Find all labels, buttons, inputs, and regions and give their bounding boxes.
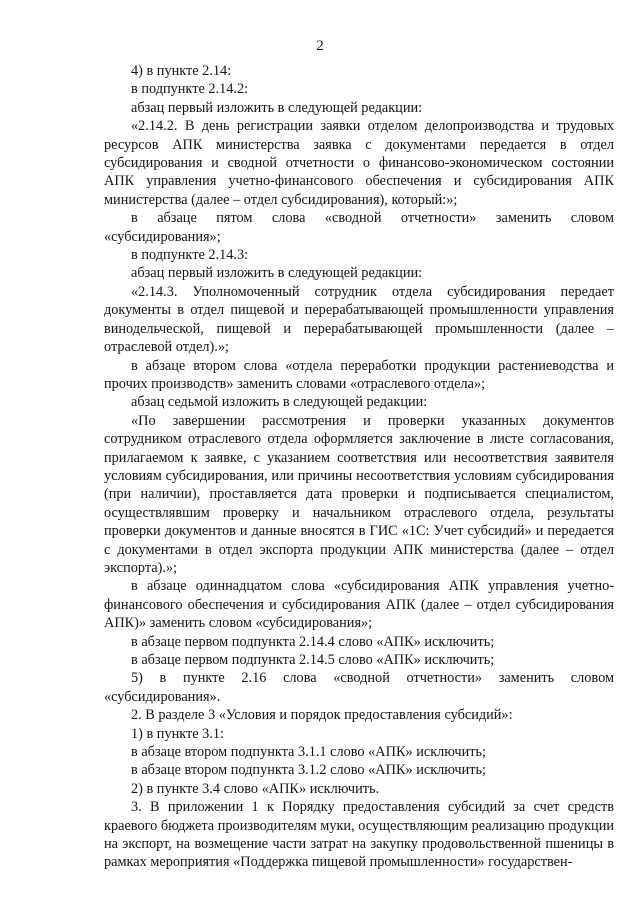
paragraph: абзац первый изложить в следующей редакции: xyxy=(131,99,423,116)
paragraph: в подпункте 2.14.2: xyxy=(131,81,249,98)
paragraph: в абзаце втором подпункта 3.1.1 слово «АПК» исключить; xyxy=(131,744,486,761)
paragraph: 4) в пункте 2.14: xyxy=(131,63,232,79)
document-body xyxy=(104,62,614,872)
paragraph: в абзаце первом подпункта 2.14.5 слово «АПК» исключить; xyxy=(131,652,495,668)
paragraph: 5) в пункте 2.16 слова «сводной отчетности» заменить словом «субсидирования». xyxy=(104,670,614,705)
paragraph: абзац седьмой изложить в следующей редакции: xyxy=(131,394,428,411)
paragraph: в абзаце первом подпункта 2.14.4 слово «АПК» исключить; xyxy=(131,633,495,650)
paragraph: 3. В приложении 1 к Порядку предоставления субсидий за счет средств краевого бюджета производителям муки, осуществляющим реализацию продукции на экспорт, на возмещение части затрат на закупку продовольственной пшеницы в рамках мероприятия «Поддержка пищевой промышленности» государствен- xyxy=(104,799,614,871)
paragraph: в абзаце втором подпункта 3.1.2 слово «АПК» исключить; xyxy=(131,762,486,779)
paragraph: «2.14.2. В день регистрации заявки отделом делопроизводства и трудовых ресурсов АПК министерства заявка с документами передается в отдел субсидирования и сводной отчетности о финансово-экономическом состоянии АПК управления учетно-финансового обеспечения и субсидирования АПК министерства (далее – отдел субсидирования), который:»; xyxy=(104,118,614,208)
paragraph: 2. В разделе 3 «Условия и порядок предоставления субсидий»: xyxy=(131,707,513,724)
paragraph: в абзаце втором слова «отдела переработки продукции растениеводства и прочих производств» заменить словами «отраслевого отдела»; xyxy=(104,357,614,392)
paragraph: «2.14.3. Уполномоченный сотрудник отдела субсидирования передает документы в отдел пищевой и перерабатывающей промышленности управления винодельческой, пищевой и перерабатывающей промышленности (далее – отраслевой отдел).»; xyxy=(104,283,614,356)
paragraph: абзац первый изложить в следующей редакции: xyxy=(131,265,423,282)
page-number: 2 xyxy=(316,38,324,54)
paragraph: в абзаце одиннадцатом слова «субсидирования АПК управления учетно-финансового обеспечения и субсидирования АПК (далее – отдел субсидирования АПК)» заменить словом «субсидирования»; xyxy=(104,578,614,632)
paragraph: в абзаце пятом слова «сводной отчетности» заменить словом «субсидирования»; xyxy=(104,210,614,245)
paragraph: в подпункте 2.14.3: xyxy=(131,247,249,264)
paragraph: «По завершении рассмотрения и проверки указанных документов сотрудником отраслевого отдела оформляется заключение в листе согласования, прилагаемом к заявке, с указанием соответствия или несоответствия заявителя условиям субсидирования, или причины несоответствия условиям субсидирования (при наличии), проставляется дата проверки и подписывается специалистом, осуществлявшим проверку и начальником отраслевого отдела, результаты проверки документов и данные вносятся в ГИС «1С: Учет субсидий» и передается с документами в отдел экспорта продукции АПК министерства (далее – отдел экспорта).»; xyxy=(104,412,614,576)
paragraph: 1) в пункте 3.1: xyxy=(131,725,225,742)
paragraph: 2) в пункте 3.4 слово «АПК» исключить. xyxy=(131,780,380,797)
